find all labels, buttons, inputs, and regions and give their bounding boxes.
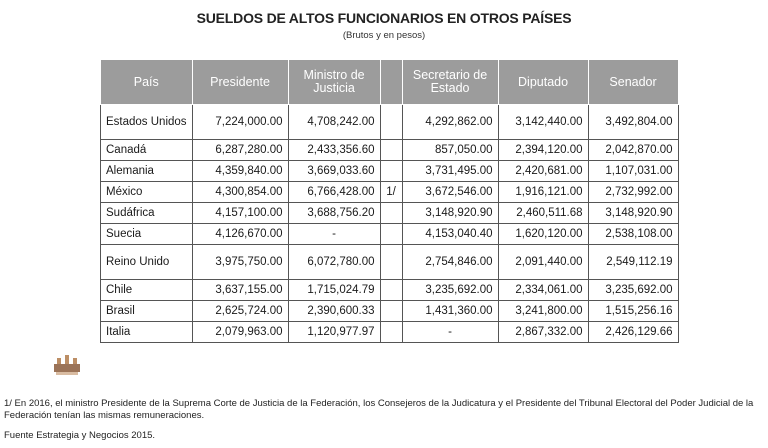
cell-country: Suecia	[101, 224, 193, 245]
table-header-row	[101, 60, 679, 105]
cell-deputy: 2,091,440.00	[498, 245, 588, 280]
cell-president: 7,224,000.00	[192, 105, 288, 140]
document-title: SUELDOS DE ALTOS FUNCIONARIOS EN OTROS PAÍSES	[196, 10, 572, 26]
cell-justice: -	[288, 224, 380, 245]
table-row	[101, 161, 679, 182]
cell-secretary: 3,235,692.00	[402, 280, 498, 301]
cell-country: Canadá	[101, 140, 193, 161]
cell-president: 6,287,280.00	[192, 140, 288, 161]
cell-secretary: 1,431,360.00	[402, 301, 498, 322]
cell-secretary: 3,731,495.00	[402, 161, 498, 182]
cell-justice: 6,072,780.00	[288, 245, 380, 280]
cell-senator: 2,538,108.00	[588, 224, 678, 245]
cell-note: 1/	[380, 182, 402, 203]
watermark-logo-icon	[52, 350, 82, 380]
table-row	[101, 280, 679, 301]
cell-senator: 2,426,129.66	[588, 322, 678, 343]
header-senator: Senador	[588, 60, 678, 105]
cell-note	[380, 224, 402, 245]
cell-deputy: 2,460,511.68	[498, 203, 588, 224]
header-president: Presidente	[192, 60, 288, 105]
table-row	[101, 301, 679, 322]
cell-deputy: 1,620,120.00	[498, 224, 588, 245]
salaries-table	[100, 59, 679, 343]
cell-country: Italia	[101, 322, 193, 343]
cell-senator: 2,042,870.00	[588, 140, 678, 161]
cell-justice: 3,669,033.60	[288, 161, 380, 182]
cell-secretary: 3,672,546.00	[402, 182, 498, 203]
table-row	[101, 224, 679, 245]
cell-justice: 1,120,977.97	[288, 322, 380, 343]
cell-deputy: 2,334,061.00	[498, 280, 588, 301]
cell-secretary: 4,292,862.00	[402, 105, 498, 140]
source-note: Fuente Estrategia y Negocios 2015.	[4, 430, 156, 441]
cell-country: Reino Unido	[101, 245, 193, 280]
cell-justice: 3,688,756.20	[288, 203, 380, 224]
cell-note	[380, 140, 402, 161]
header-justice: Ministro de Justicia	[288, 60, 380, 105]
cell-senator: 2,549,112.19	[588, 245, 678, 280]
table-body	[101, 105, 679, 343]
cell-president: 2,079,963.00	[192, 322, 288, 343]
cell-senator: 3,235,692.00	[588, 280, 678, 301]
cell-country: Chile	[101, 280, 193, 301]
cell-deputy: 1,916,121.00	[498, 182, 588, 203]
footnote: 1/ En 2016, el ministro Presidente de la Suprema Corte de Justicia de la Federación, los Consejeros de la Judicatura y el Presidente del Tribunal Electoral del Poder Judicial de la Federación tenían las mismas remuneraciones.	[4, 398, 754, 421]
cell-country: Estados Unidos	[101, 105, 193, 140]
cell-country: Alemania	[101, 161, 193, 182]
cell-secretary: -	[402, 322, 498, 343]
cell-secretary: 3,148,920.90	[402, 203, 498, 224]
cell-senator: 2,732,992.00	[588, 182, 678, 203]
cell-country: Sudáfrica	[101, 203, 193, 224]
cell-deputy: 2,394,120.00	[498, 140, 588, 161]
cell-deputy: 2,420,681.00	[498, 161, 588, 182]
cell-president: 4,300,854.00	[192, 182, 288, 203]
cell-senator: 1,515,256.16	[588, 301, 678, 322]
cell-president: 4,157,100.00	[192, 203, 288, 224]
cell-justice: 2,390,600.33	[288, 301, 380, 322]
cell-senator: 1,107,031.00	[588, 161, 678, 182]
cell-country: México	[101, 182, 193, 203]
cell-president: 3,637,155.00	[192, 280, 288, 301]
table-row	[101, 105, 679, 140]
cell-note	[380, 245, 402, 280]
cell-secretary: 857,050.00	[402, 140, 498, 161]
header-deputy: Diputado	[498, 60, 588, 105]
cell-deputy: 3,142,440.00	[498, 105, 588, 140]
cell-senator: 3,148,920.90	[588, 203, 678, 224]
cell-deputy: 3,241,800.00	[498, 301, 588, 322]
cell-justice: 6,766,428.00	[288, 182, 380, 203]
cell-note	[380, 322, 402, 343]
header-note	[380, 60, 402, 105]
document-subtitle: (Brutos y en pesos)	[342, 30, 426, 41]
table-row	[101, 182, 679, 203]
cell-president: 2,625,724.00	[192, 301, 288, 322]
cell-president: 3,975,750.00	[192, 245, 288, 280]
table-row	[101, 245, 679, 280]
table-row	[101, 203, 679, 224]
cell-country: Brasil	[101, 301, 193, 322]
cell-secretary: 4,153,040.40	[402, 224, 498, 245]
cell-note	[380, 105, 402, 140]
cell-president: 4,359,840.00	[192, 161, 288, 182]
cell-deputy: 2,867,332.00	[498, 322, 588, 343]
header-secretary: Secretario de Estado	[402, 60, 498, 105]
cell-note	[380, 203, 402, 224]
cell-justice: 2,433,356.60	[288, 140, 380, 161]
header-country: País	[101, 60, 193, 105]
cell-note	[380, 161, 402, 182]
cell-senator: 3,492,804.00	[588, 105, 678, 140]
cell-president: 4,126,670.00	[192, 224, 288, 245]
cell-justice: 4,708,242.00	[288, 105, 380, 140]
cell-note	[380, 280, 402, 301]
table-row	[101, 140, 679, 161]
table-row	[101, 322, 679, 343]
cell-justice: 1,715,024.79	[288, 280, 380, 301]
cell-secretary: 2,754,846.00	[402, 245, 498, 280]
cell-note	[380, 301, 402, 322]
